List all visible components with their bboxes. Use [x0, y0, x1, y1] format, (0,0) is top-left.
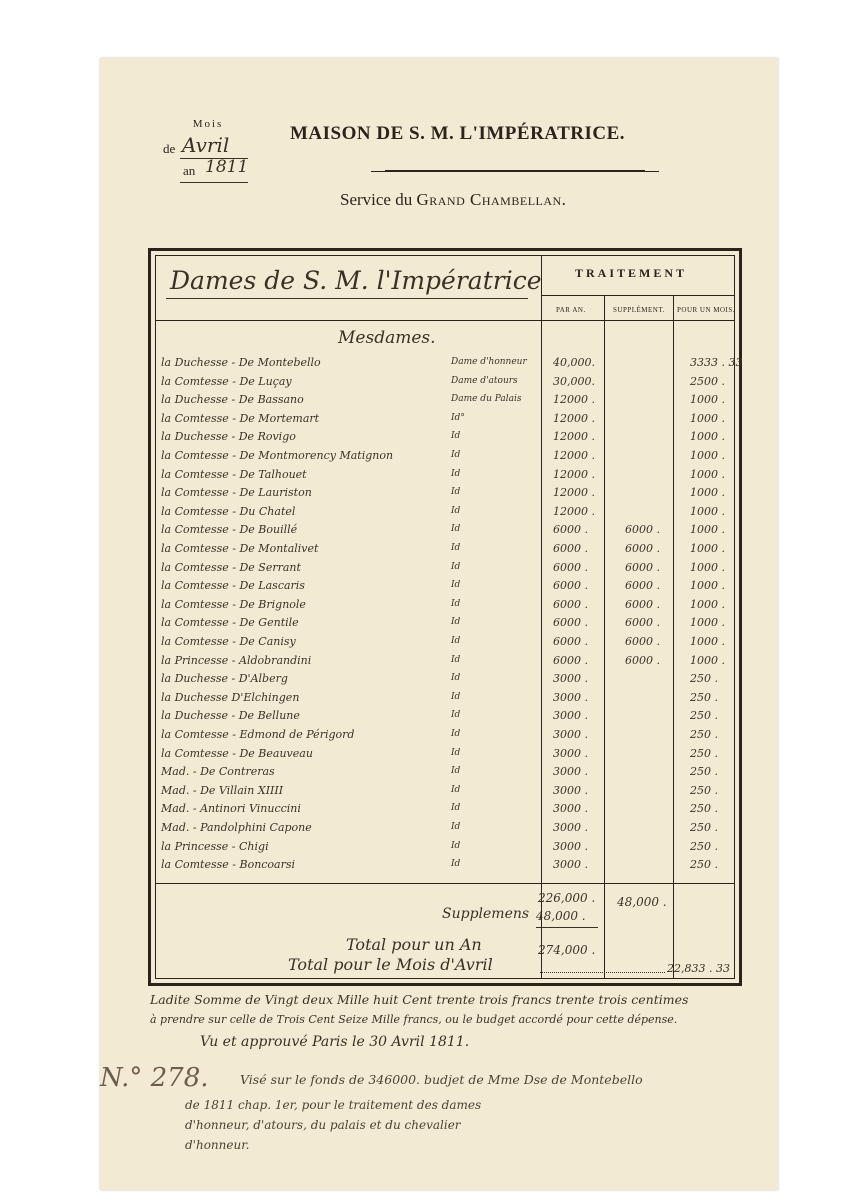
table-row [155, 505, 735, 524]
row-name: la Comtesse - Edmond de Périgord [161, 728, 355, 741]
row-designation: Dame d'atours [451, 375, 518, 386]
row-par-an: 6000 . [553, 653, 588, 667]
table-row [155, 393, 735, 412]
row-par-an: 30,000. [553, 374, 595, 388]
row-supplement: 6000 . [625, 653, 660, 667]
row-par-mois: 3333 . 33 [690, 356, 743, 369]
row-name: la Comtesse - De Mortemart [161, 411, 320, 425]
table-row [155, 449, 735, 468]
traitement-underline [541, 295, 735, 296]
row-designation: Id [451, 710, 461, 721]
section-title: Dames de S. M. l'Impératrice [170, 266, 542, 295]
visa-line-2: de 1811 chap. 1er, pour le traitement des dames [185, 1098, 482, 1112]
row-par-mois: 250 . [690, 839, 718, 853]
row-supplement: 6000 . [625, 635, 660, 648]
row-supplement: 6000 . [625, 560, 660, 574]
row-par-an: 3000 . [553, 746, 588, 760]
row-designation: Id [451, 747, 461, 758]
row-designation: Id [451, 784, 461, 795]
row-supplement: 6000 . [625, 542, 660, 555]
total-an-label: Total pour un An [346, 935, 482, 954]
row-designation: Id [451, 859, 461, 870]
subtotal-par-an: 226,000 . [538, 891, 596, 905]
row-designation: Id [451, 524, 461, 535]
row-par-an: 3000 . [553, 802, 588, 816]
row-par-mois: 1000 . [690, 393, 725, 407]
row-par-mois: 1000 . [690, 467, 725, 481]
row-par-an: 6000 . [553, 560, 588, 574]
row-supplement: 6000 . [625, 523, 660, 537]
de-label: de [163, 141, 176, 156]
row-par-mois: 250 . [690, 672, 718, 686]
table-row [155, 691, 735, 710]
table-row [155, 561, 735, 580]
row-designation: Id [451, 505, 461, 516]
title-rule [385, 170, 645, 172]
row-par-an: 3000 . [553, 765, 588, 779]
row-par-mois: 1000 . [690, 542, 725, 555]
table-row [155, 598, 735, 617]
row-name: la Princesse - Chigi [161, 839, 269, 853]
row-par-an: 3000 . [553, 858, 588, 872]
row-supplement: 6000 . [625, 616, 660, 630]
row-designation: Id [451, 431, 461, 442]
row-par-an: 12000 . [553, 449, 595, 462]
row-supplement: 6000 . [625, 597, 660, 611]
row-name: la Comtesse - De Gentile [161, 616, 299, 630]
service-name: Grand Chambellan. [416, 190, 567, 209]
row-par-an: 12000 . [553, 467, 595, 481]
table-row [155, 412, 735, 431]
visa-line-4: d'honneur. [185, 1138, 250, 1152]
row-par-an: 40,000. [553, 356, 595, 369]
col-header-supplement: SUPPLÉMENT. [613, 306, 665, 314]
row-designation: Id [451, 450, 461, 460]
addition-rule [536, 927, 598, 928]
row-par-mois: 1000 . [690, 430, 725, 444]
row-designation: Id [451, 487, 461, 498]
row-name: la Duchesse - De Rovigo [161, 430, 296, 444]
total-an-value: 274,000 . [538, 943, 596, 957]
total-leader-dots [540, 972, 665, 973]
row-name: la Comtesse - De Beauveau [161, 746, 313, 760]
table-row [155, 747, 735, 766]
table-row [155, 709, 735, 728]
page-title: MAISON DE S. M. L'IMPÉRATRICE. [290, 123, 626, 144]
row-designation: Dame du Palais [451, 394, 522, 405]
table-row [155, 858, 735, 877]
row-name: la Comtesse - De Brignole [161, 597, 306, 611]
table-row [155, 356, 743, 375]
row-par-an: 12000 . [553, 411, 595, 425]
row-designation: Id [451, 468, 461, 479]
row-name: la Princesse - Aldobrandini [161, 653, 312, 667]
row-name: la Duchesse - De Montebello [161, 356, 321, 369]
row-par-an: 6000 . [553, 542, 588, 555]
row-designation: Id [451, 561, 461, 572]
row-par-mois: 250 . [690, 690, 718, 704]
row-name: la Duchesse D'Elchingen [161, 690, 300, 704]
note-line-2: à prendre sur celle de Trois Cent Seize Mille francs, ou le budget accordé pour cette dépense. [150, 1013, 678, 1026]
row-designation: Id [451, 729, 461, 739]
row-designation: Id [451, 598, 461, 609]
row-par-mois: 1000 . [690, 449, 725, 462]
row-par-mois: 250 . [690, 709, 718, 723]
row-name: Mad. - Antinori Vinuccini [161, 802, 301, 816]
section-title-underline [166, 298, 528, 299]
table-row [155, 821, 735, 840]
row-par-mois: 250 . [690, 821, 718, 834]
an-underline [180, 182, 248, 183]
row-par-an: 3000 . [553, 690, 588, 704]
row-designation: Id [451, 840, 461, 851]
row-par-an: 12000 . [553, 393, 595, 407]
table-row [155, 486, 735, 505]
row-par-mois: 250 . [690, 858, 718, 872]
row-name: la Comtesse - De Talhouet [161, 467, 307, 481]
row-par-mois: 1000 . [690, 560, 725, 574]
table-row [155, 579, 735, 598]
row-designation: Id [451, 803, 461, 814]
row-par-mois: 2500 . [690, 374, 725, 388]
row-name: la Comtesse - De Montmorency Matignon [161, 449, 394, 462]
row-par-an: 12000 . [553, 430, 595, 444]
table-row [155, 802, 735, 821]
row-par-an: 3000 . [553, 728, 588, 741]
an-value: 1811 [205, 157, 249, 177]
table-row [155, 765, 735, 784]
row-par-mois: 250 . [690, 783, 718, 797]
row-supplement: 6000 . [625, 579, 660, 593]
row-par-mois: 1000 . [690, 597, 725, 611]
row-name: la Comtesse - De Lascaris [161, 579, 305, 593]
table-row [155, 616, 735, 635]
row-designation: Id [451, 636, 461, 646]
row-name: la Comtesse - De Lauriston [161, 486, 312, 500]
row-par-an: 12000 . [553, 504, 595, 518]
row-name: la Duchesse - De Bassano [161, 393, 304, 407]
total-mois-label: Total pour le Mois d'Avril [288, 955, 493, 974]
table-row [155, 840, 735, 859]
row-par-mois: 1000 . [690, 653, 725, 667]
row-par-mois: 1000 . [690, 523, 725, 537]
row-par-an: 12000 . [553, 486, 595, 500]
row-designation: Dame d'honneur [451, 357, 527, 367]
row-name: Mad. - Pandolphini Capone [161, 821, 312, 834]
row-designation: Id [451, 673, 461, 684]
row-par-mois: 1000 . [690, 486, 725, 500]
row-par-an: 6000 . [553, 523, 588, 537]
subtotal-rule [155, 883, 735, 884]
row-designation: Id [451, 691, 461, 702]
row-par-mois: 1000 . [690, 635, 725, 648]
visa-line-3: d'honneur, d'atours, du palais et du chevalier [185, 1118, 461, 1132]
an-label: an [183, 163, 196, 178]
row-par-an: 6000 . [553, 579, 588, 593]
row-name: la Comtesse - De Serrant [161, 560, 301, 574]
row-name: la Comtesse - Boncoarsi [161, 858, 296, 872]
mois-label: Mois [192, 118, 224, 130]
table-row [155, 523, 735, 542]
col-header-par-an: PAR AN. [556, 306, 586, 314]
supplement-value: 48,000 . [536, 909, 586, 923]
row-name: la Comtesse - De Bouillé [161, 523, 298, 537]
table-row [155, 635, 735, 654]
row-designation: Id [451, 822, 461, 832]
row-designation: Id° [451, 412, 465, 423]
col-header-par-mois: POUR UN MOIS. [677, 306, 736, 314]
visa-line-1: Visé sur le fonds de 346000. budjet de Mme Dse de Montebello [240, 1072, 643, 1087]
subtotal-supplement: 48,000 . [617, 895, 667, 909]
row-par-an: 6000 . [553, 597, 588, 611]
row-name: la Comtesse - De Luçay [161, 374, 292, 388]
row-name: la Comtesse - De Canisy [161, 635, 296, 648]
row-designation: Id [451, 654, 461, 665]
row-par-mois: 1000 . [690, 504, 725, 518]
row-par-an: 3000 . [553, 672, 588, 686]
table-row [155, 542, 735, 561]
row-par-an: 3000 . [553, 821, 588, 834]
row-designation: Id [451, 617, 461, 628]
row-par-mois: 250 . [690, 746, 718, 760]
service-prefix: Service du [340, 190, 413, 209]
header-row-rule [155, 320, 735, 321]
row-name: Mad. - De Villain XIIII [161, 783, 284, 797]
table-row [155, 375, 735, 394]
total-mois-value: 22,833 . 33 [667, 962, 730, 975]
note-line-3: Vu et approuvé Paris le 30 Avril 1811. [200, 1034, 470, 1050]
group-label: Mesdames. [338, 328, 436, 348]
row-designation: Id [451, 580, 461, 591]
row-par-mois: 250 . [690, 765, 718, 779]
table-row [155, 654, 735, 673]
row-name: Mad. - De Contreras [161, 765, 275, 779]
table-row [155, 784, 735, 803]
row-par-mois: 250 . [690, 728, 718, 741]
row-name: la Duchesse - D'Alberg [161, 672, 288, 686]
traitement-header: TRAITEMENT [575, 266, 688, 280]
supplement-label: Supplemens [442, 906, 530, 922]
row-name: la Duchesse - De Bellune [161, 709, 300, 723]
row-par-mois: 250 . [690, 802, 718, 816]
table-row [155, 468, 735, 487]
table-row [155, 672, 735, 691]
note-line-1: Ladite Somme de Vingt deux Mille huit Cent trente trois francs trente trois centimes [150, 992, 689, 1007]
row-name: la Comtesse - De Montalivet [161, 542, 319, 555]
table-row [155, 430, 735, 449]
mois-value: Avril [182, 133, 230, 157]
row-designation: Id [451, 766, 461, 777]
row-par-an: 3000 . [553, 709, 588, 723]
table-row [155, 728, 735, 747]
row-par-an: 3000 . [553, 783, 588, 797]
row-par-mois: 1000 . [690, 579, 725, 593]
row-name: la Comtesse - Du Chatel [161, 504, 296, 518]
document-number: N.° 278. [100, 1063, 209, 1093]
row-par-an: 6000 . [553, 616, 588, 630]
row-par-mois: 1000 . [690, 616, 725, 630]
row-par-mois: 1000 . [690, 411, 725, 425]
service-title [340, 190, 566, 210]
row-par-an: 3000 . [553, 839, 588, 853]
row-par-an: 6000 . [553, 635, 588, 648]
row-designation: Id [451, 543, 461, 553]
